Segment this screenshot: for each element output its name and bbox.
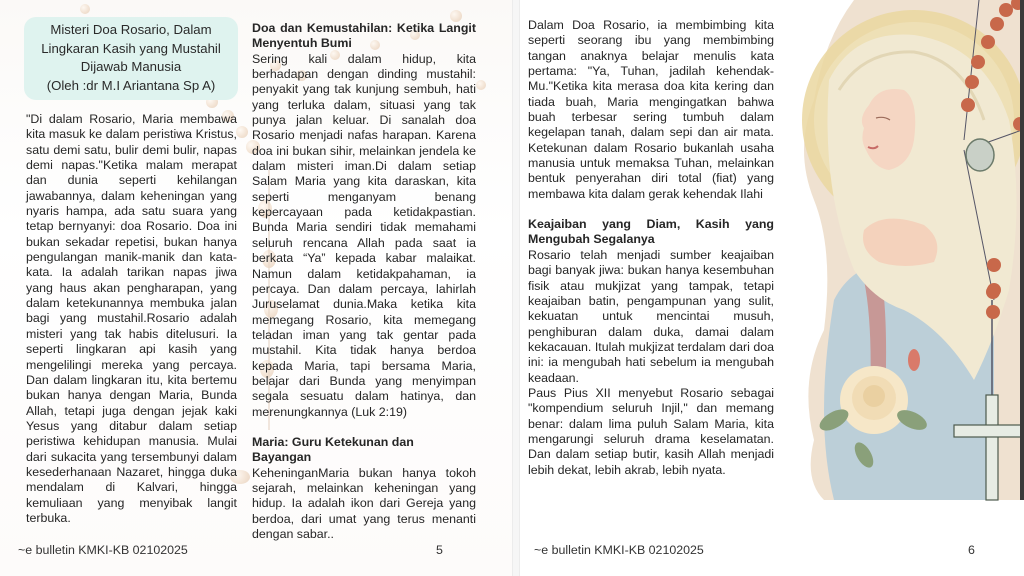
section-paragraph: Paus Pius XII menyebut Rosario sebagai "kompendium seluruh Injil," dan memang benar: dalam lima puluh Salam Maria, kita mengarungi seluruh drama keselamatan. Dan dalam setiap butir, kasih Allah menjadi lebih dekat, lebih akrab, lebih nyata.	[528, 385, 774, 477]
section-paragraph: KeheninganMaria bukan hanya tokoh sejarah, melainkan keheningan yang hidup. Ia adalah ikon dari Gereja yang berdoa, dari umat yang terus menanti dengan sabar..	[252, 465, 476, 541]
section-heading: Maria: Guru Ketekunan dan Bayangan	[252, 434, 414, 465]
page-gutter	[512, 0, 520, 576]
column-1	[26, 112, 237, 526]
intro-paragraph: "Di dalam Rosario, Maria membawa kita masuk ke dalam peristiwa Kristus, satu demi satu, bulir demi bulir, napas demi napas."Ketika malam merapat dan dunia seperti kehilangan jawabannya, dalam keheningan yang nyaris hampa, ada satu suara yang tetap bernyanyi: doa Rosario. Doa ini bukan sekadar repetisi, bukan hanya pengulangan manik-manik dan kata-kata. Ia adalah tarikan napas jiwa yang haus akan pengharapan, yang dalam ketekunannya membuka jalan bagi yang mustahil.Rosario adalah misteri yang tak habis ditelusuri. Ia seperti lingkaran api kasih yang mengelilingi mereka yang percaya. Dan dalam lingkaran itu, kita bertemu bukan hanya dengan Maria, Bunda Allah, tetapi juga dengan jejak kaki Yesus yang ditabur dalam setiap peristiwa kehidupan manusia. Mulai dari sukacita yang tersembunyi dalam kesederhanaan Nazaret, hingga duka mendalam di Kalvari, hingga kemuliaan yang menyibak langit terbuka.	[26, 112, 237, 525]
page-number: 5	[436, 543, 443, 557]
footer-bulletin: ~e bulletin KMKI-KB 02102025	[18, 543, 188, 557]
section-paragraph: Sering kali dalam hidup, kita berhadapan dengan dinding mustahil: penyakit yang tak kunjung sembuh, hati yang terluka dalam, situasi yang tak punya jalan keluar. Di sanalah doa Rosario menjadi nafas harapan. Karena doa ini bukan sihir, melainkan jendela ke dalam misteri iman.Di dalam setiap Salam Maria yang kita daraskan, kita seperti menganyam benang kepercayaan pada ketidakpastian. Bunda Maria sendiri tidak memahami seluruh rencana Allah pada saat ia berkata “Ya” kepada kabar malaikat. Namun dalam ketidakpahaman, ia percaya. Dan dalam percaya, lahirlah Juruselamat dunia.Maka ketika kita memegang Rosario, kita memegang teladan iman yang tak gentar pada mustahil. Kita tidak hanya berdoa kepada Maria, tapi bersama Maria, belajar dari Bunda yang menyimpan segala sesuatu dalam hatinya, dan merenungkannya (Luk 2:19)	[252, 51, 476, 419]
article-title-line: Lingkaran Kasih yang Mustahil	[41, 40, 221, 56]
article-title-box	[24, 17, 238, 100]
article-title-line: Dijawab Manusia	[80, 59, 182, 75]
section-heading: Keajaiban yang Diam, Kasih yang Mengubah Segalanya	[528, 217, 774, 247]
rosary-medal	[966, 139, 994, 171]
page-number: 6	[968, 543, 975, 557]
page-6	[520, 0, 1024, 576]
article-author: (Oleh :dr M.I Ariantana Sp A)	[46, 77, 216, 93]
article-title-line: Misteri Doa Rosario, Dalam	[50, 22, 212, 37]
virgin-mary-illustration	[794, 0, 1024, 510]
column-3	[528, 18, 774, 478]
section-paragraph: Dalam Doa Rosario, ia membimbing kita seperti seorang ibu yang membimbing tangan anaknya belajar menulis kata pertama: "Ya, Tuhan, jadilah kehendak-Mu."Ketika kita merasa doa kita kering dan tiada buah, Maria mengingatkan bahwa buah terbesar sering tumbuh dalam kegelapan tanah, dalam sepi dan air mata. Ketekunan dalam Rosario bukanlah usaha manusia untuk memaksa Tuhan, melainkan bentuk penyerahan diri total (fiat) yang membawa kita dalam gerak kehendak Ilahi	[528, 18, 774, 201]
section-heading: Doa dan Kemustahilan: Ketika Langit Menyentuh Bumi	[252, 21, 476, 51]
footer-bulletin: ~e bulletin KMKI-KB 02102025	[534, 543, 704, 557]
section-paragraph: Rosario telah menjadi sumber keajaiban bagi banyak jiwa: bukan hanya kesembuhan fisik atau mukjizat yang tampak, tetapi keajaiban batin, pengampunan yang sulit, kekuatan untuk mencintai musuh, penghiburan dalam duka, damai dalam kekacauan. Itulah mukjizat terdalam dari doa ini: ia mengubah hati sebelum ia mengubah keadaan.	[528, 247, 774, 385]
column-2	[252, 21, 476, 542]
